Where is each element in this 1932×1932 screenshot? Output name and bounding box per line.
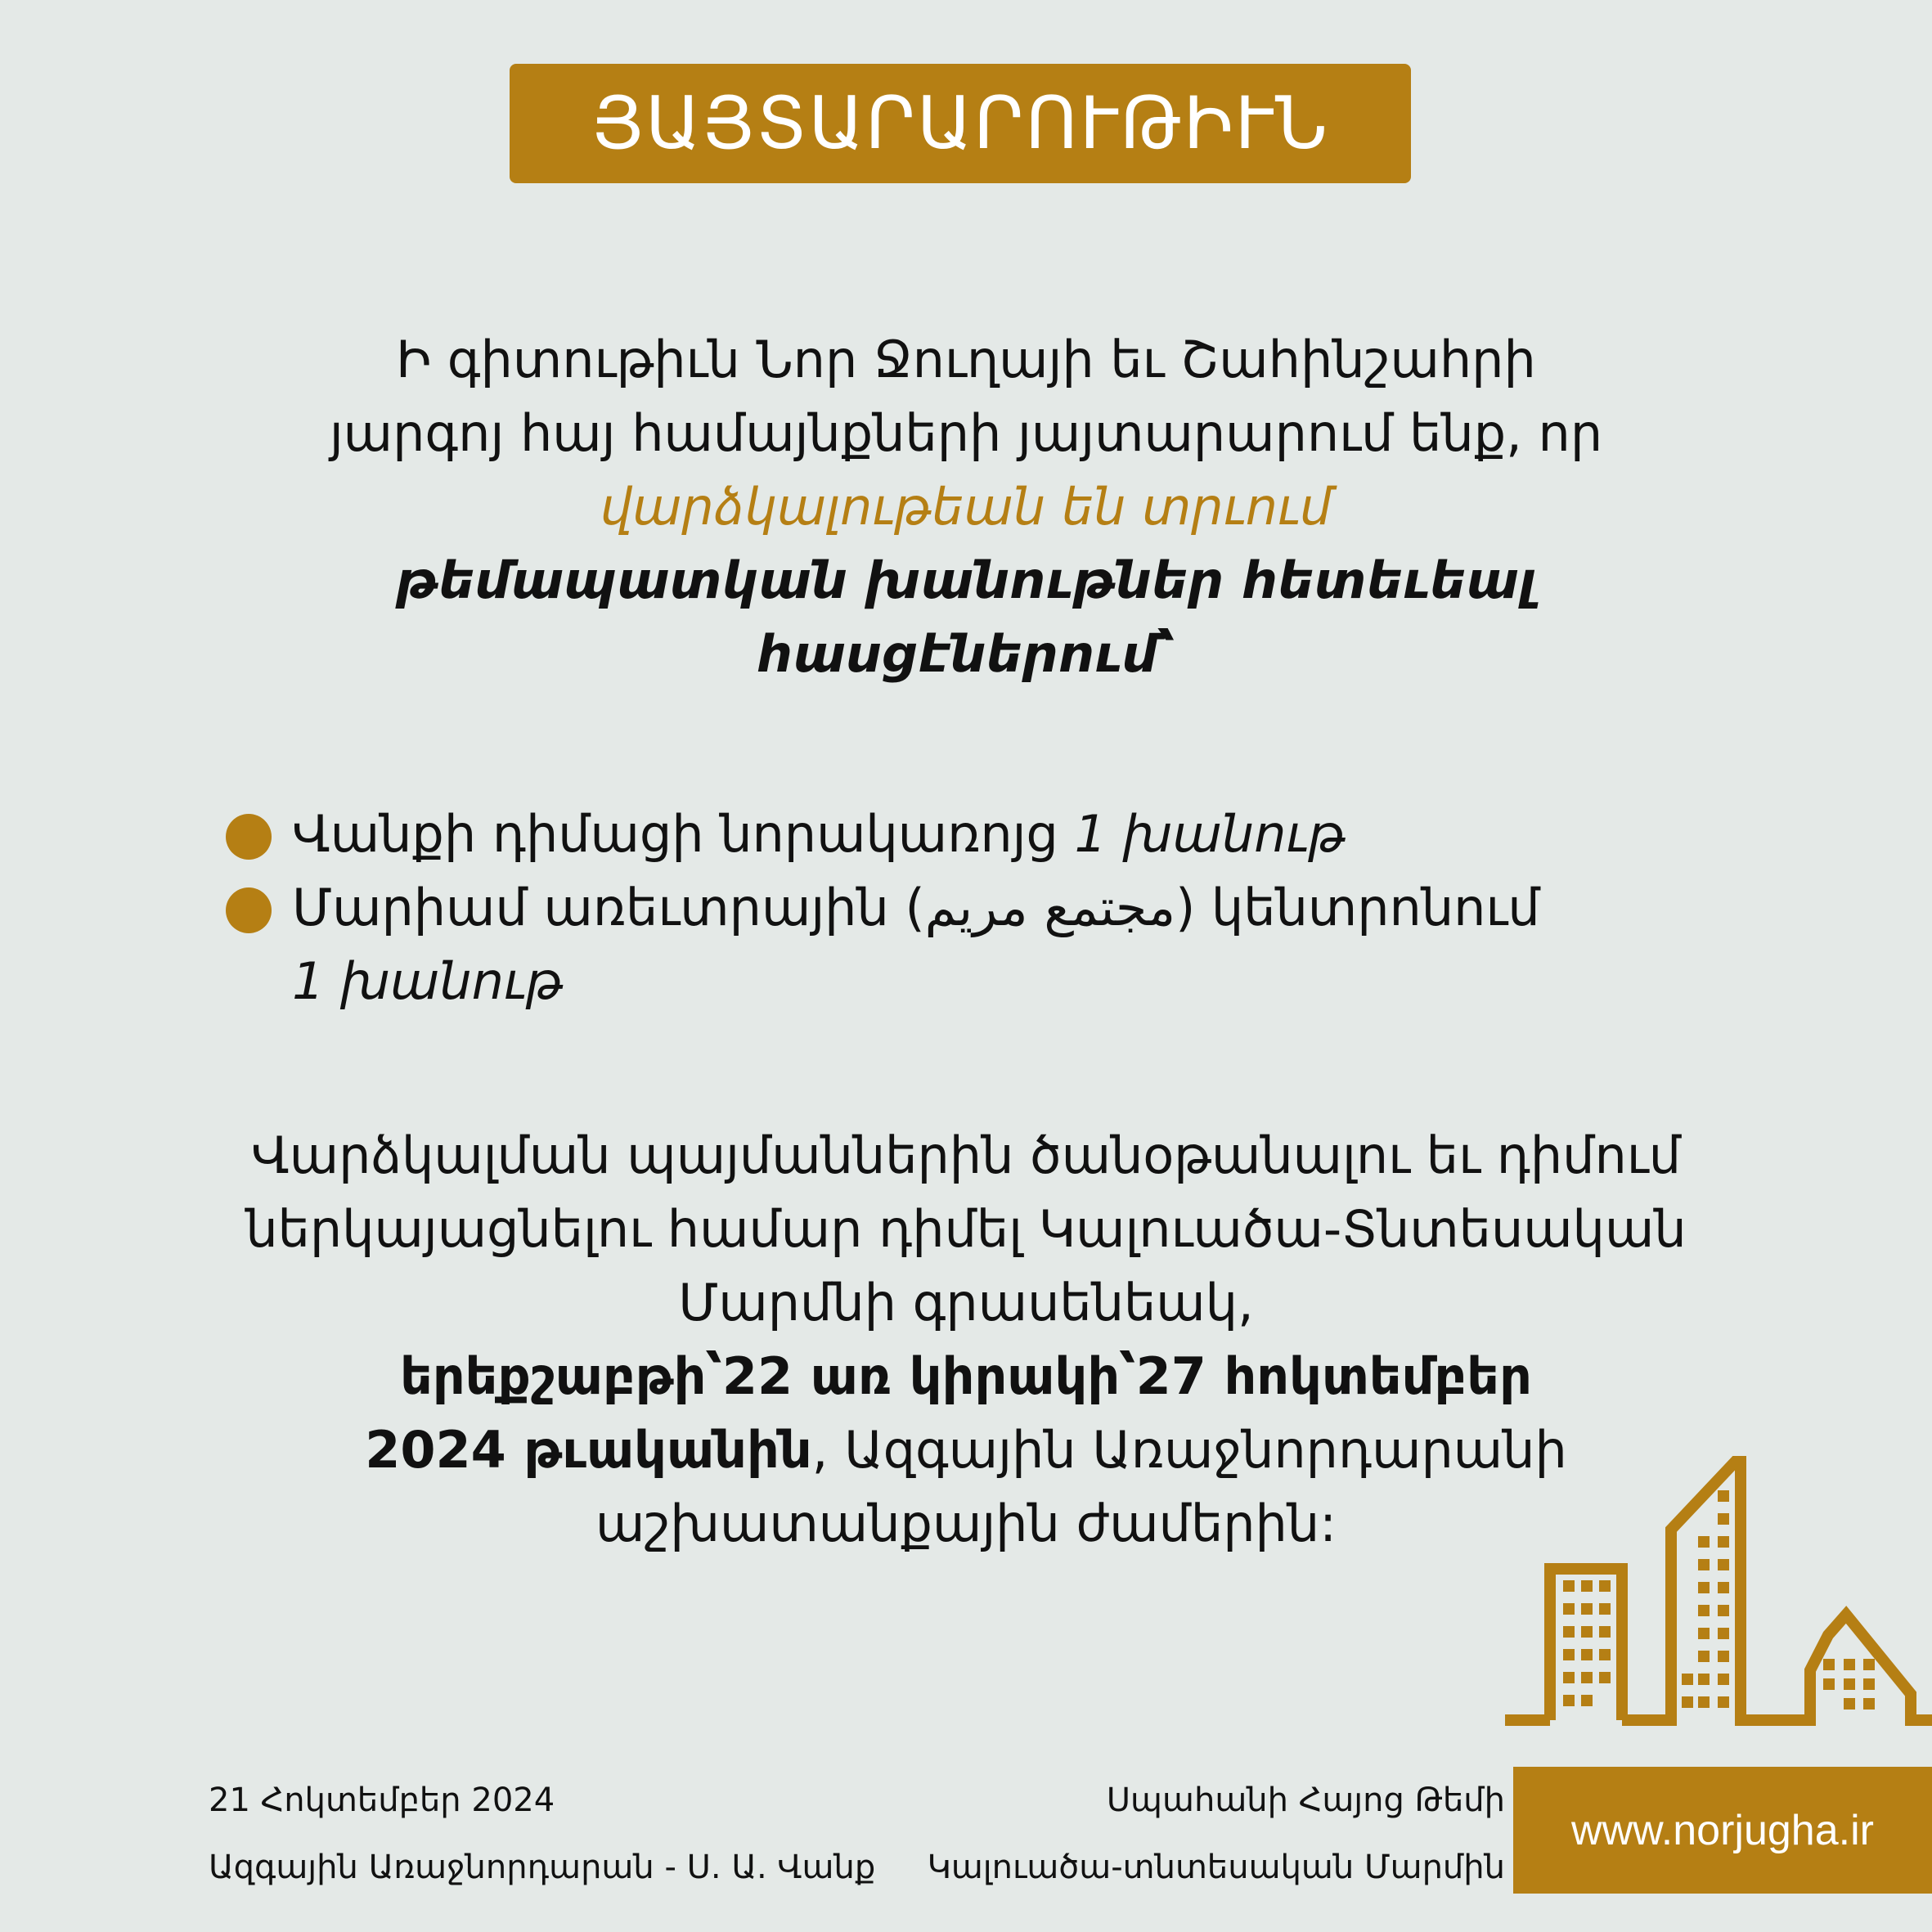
skyline-icon bbox=[1505, 1456, 1932, 1726]
footer-place: Ազգային Առաջնորդարան - Ս. Ա. Վանք bbox=[209, 1849, 876, 1886]
intro-line-1: Ի գիտութիւն Նոր Ջուղայի եւ Շահինշահրի bbox=[396, 330, 1536, 389]
bullet-dot-icon bbox=[226, 887, 272, 933]
details-line-1: Վարձկալման պայմաններին ծանօթանալու եւ դիմում bbox=[251, 1126, 1681, 1185]
list-item bbox=[222, 871, 1777, 1018]
list-item-qty: 1 խանութ bbox=[1074, 804, 1346, 864]
details-year: 2024 թւականին bbox=[365, 1420, 812, 1480]
website-link[interactable]: www.norjugha.ir bbox=[1571, 1806, 1874, 1854]
intro-line-2: յարգոյ հայ համայնքների յայտարարում ենք, որ bbox=[329, 403, 1603, 463]
title-banner bbox=[510, 64, 1411, 183]
details-dates: երեքշաբթի՝22 առ կիրակի՝27 հոկտեմբեր bbox=[400, 1346, 1532, 1406]
details-line-3: Մարմնի գրասենեակ, bbox=[678, 1273, 1254, 1332]
footer-date: 21 Հոկտեմբեր 2024 bbox=[209, 1781, 555, 1819]
footer-org-line-2: Կալուածա-տնտեսական Մարմին bbox=[927, 1849, 1505, 1886]
list-item-qty: 1 խանութ bbox=[292, 951, 564, 1011]
bullet-dot-icon bbox=[226, 814, 272, 860]
intro-line-4: թեմապատկան խանութներ հետեւեալ bbox=[395, 550, 1537, 610]
page-title: ՅԱՅՏԱՐԱՐՈՒԹԻՒՆ bbox=[591, 81, 1330, 165]
intro-highlight: վարձկալութեան են տրւում bbox=[600, 477, 1332, 537]
footer-org-line-1: Սպահանի Հայոց Թեմի bbox=[1106, 1781, 1505, 1819]
intro-line-5: հասցէներում՝ bbox=[756, 624, 1176, 684]
list-item-text: Մարիամ առեւտրային (مجتمع مریم) կենտրոնում bbox=[292, 878, 1540, 937]
shop-list bbox=[222, 798, 1777, 1018]
list-item-text: Վանքի դիմացի նորակառոյց bbox=[292, 804, 1058, 864]
intro-paragraph bbox=[164, 323, 1768, 691]
details-location: , Ազգային Առաջնորդարանի bbox=[811, 1420, 1567, 1480]
details-line-6: աշխատանքային ժամերին: bbox=[595, 1494, 1337, 1553]
details-line-2: ներկայացնելու համար դիմել Կալուածա-Տնտեսական bbox=[245, 1199, 1687, 1259]
list-item bbox=[222, 798, 1777, 871]
footer-org bbox=[928, 1767, 1505, 1901]
footer-left bbox=[209, 1767, 875, 1901]
website-banner[interactable] bbox=[1513, 1767, 1932, 1894]
